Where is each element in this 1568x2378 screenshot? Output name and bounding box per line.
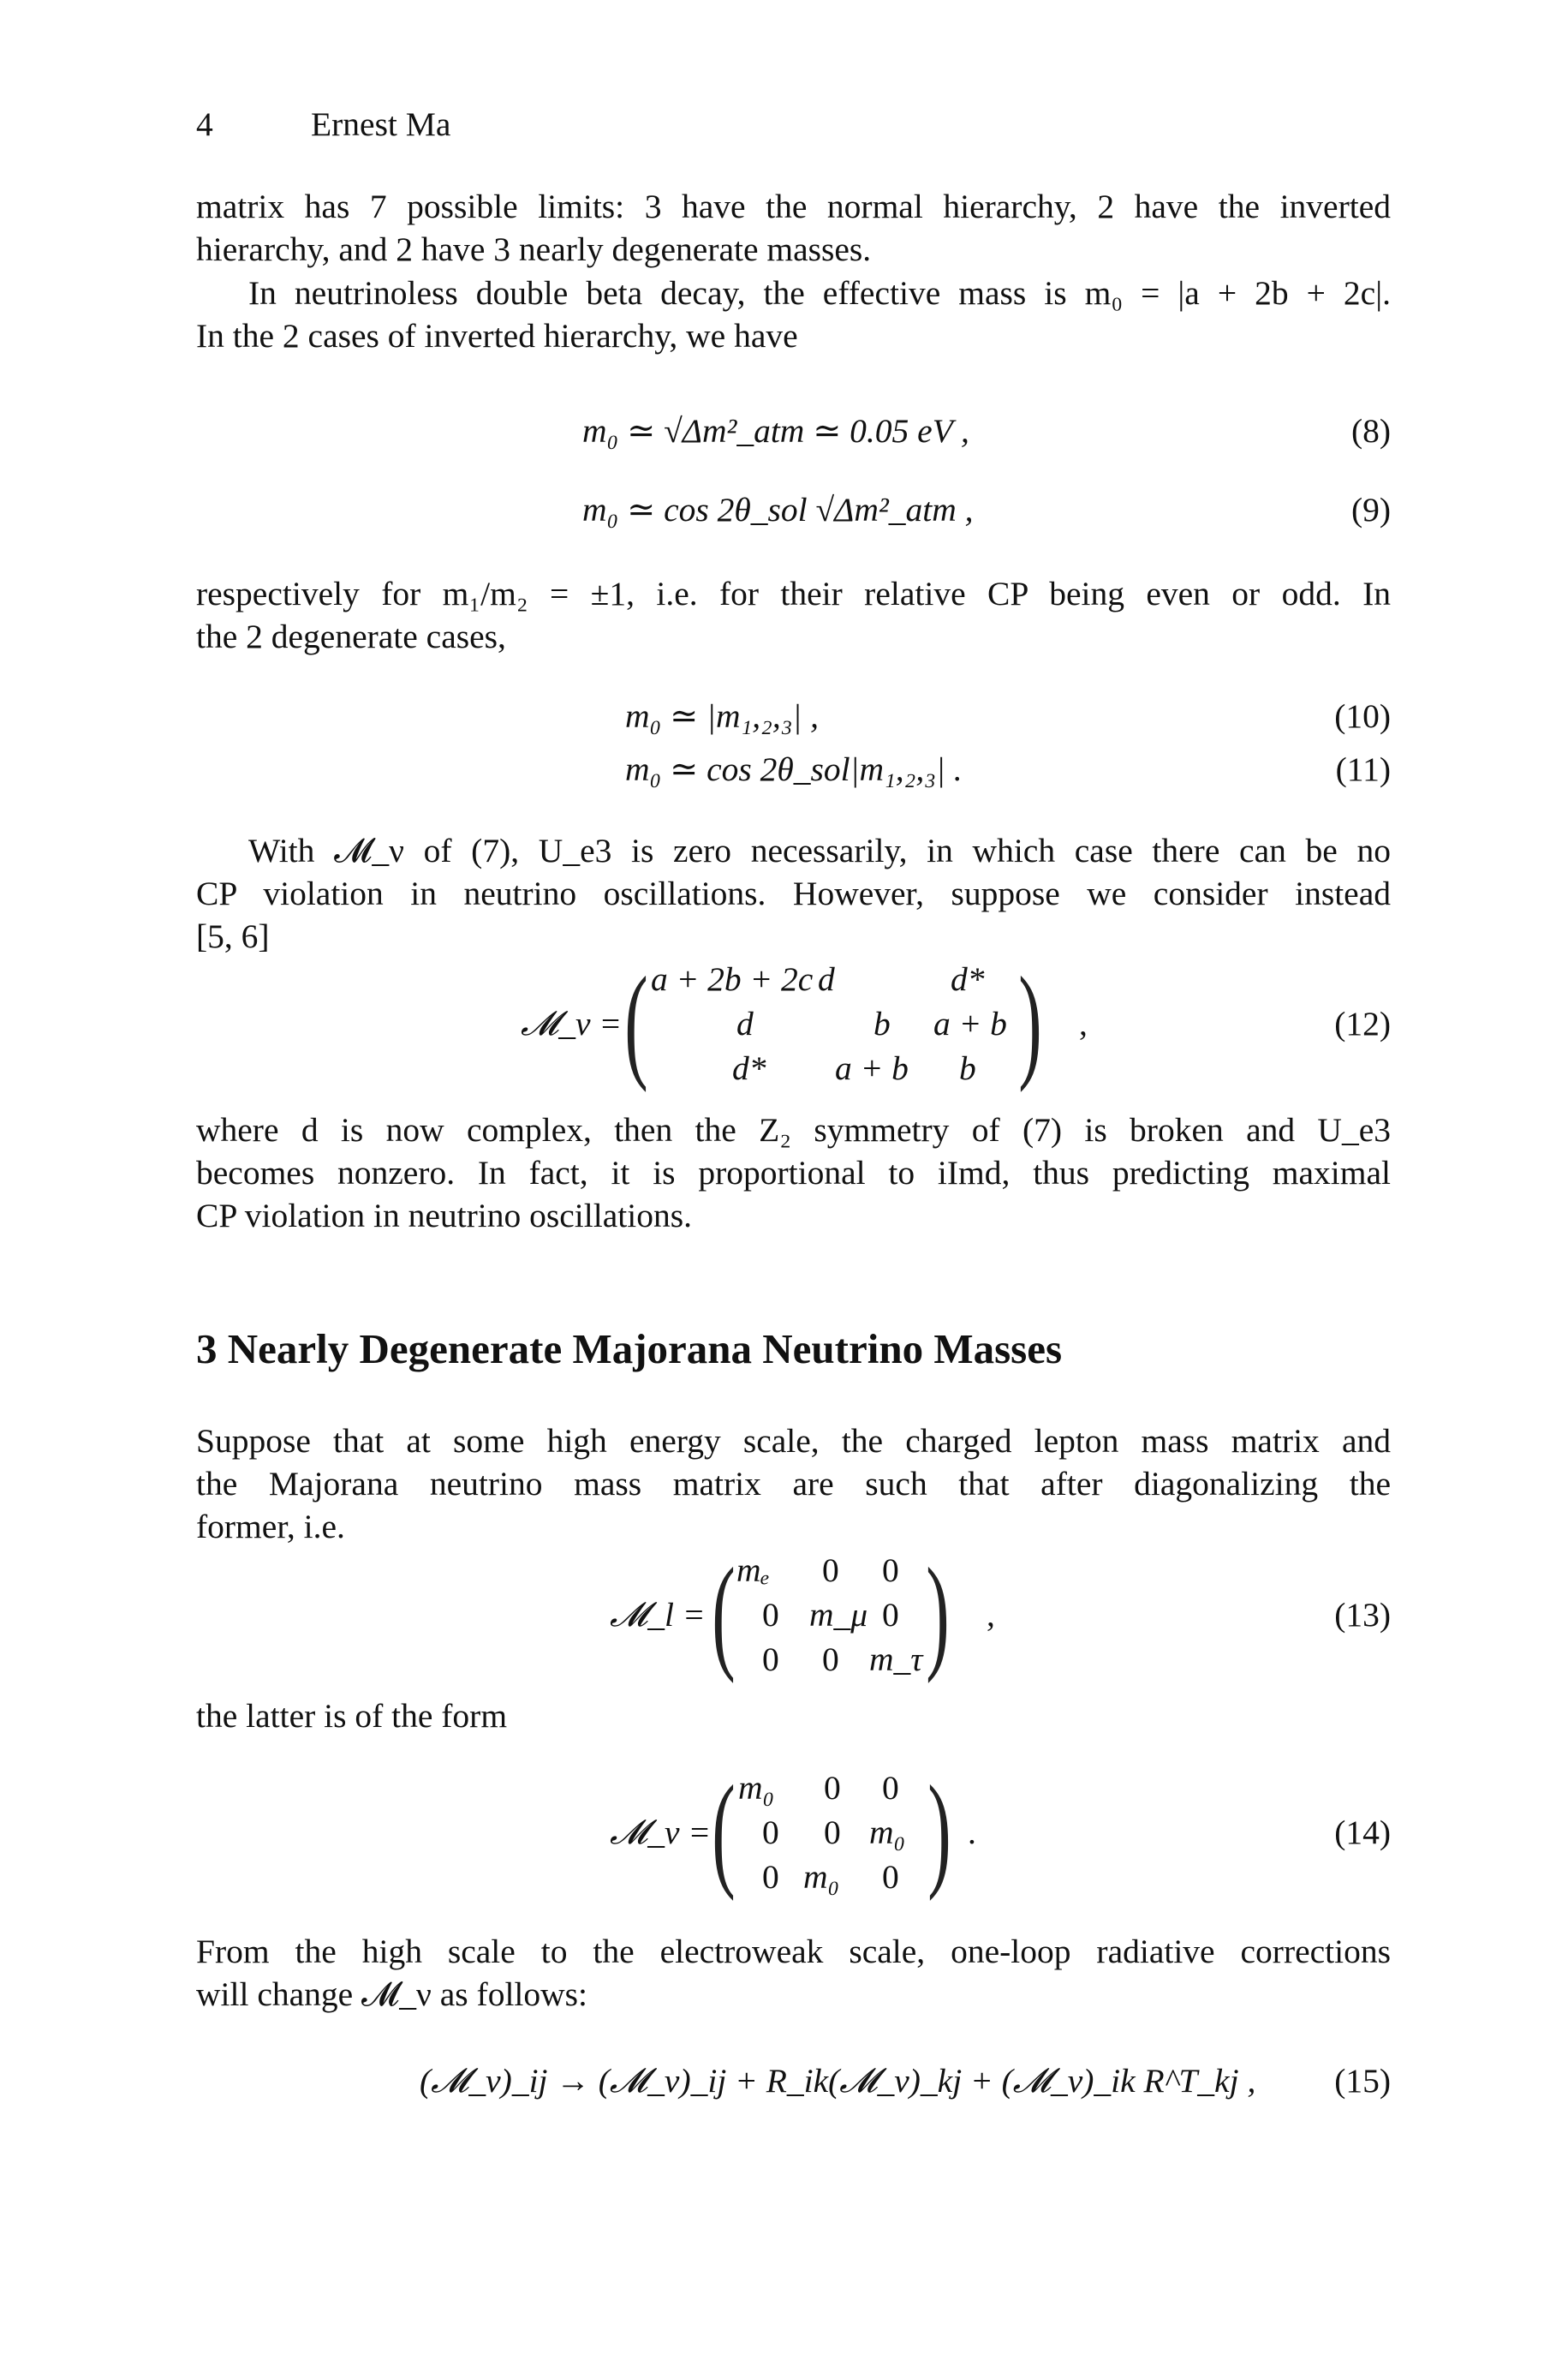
matrix-cell: d (736, 1005, 754, 1043)
matrix-cell: a + b (933, 1005, 1007, 1043)
matrix-cell: 0 (882, 1769, 899, 1807)
paragraph-line: matrix has 7 possible limits: 3 have the normal hierarchy, 2 have the inverted (196, 188, 1391, 225)
page-number: 4 (196, 105, 213, 143)
section-heading: 3 Nearly Degenerate Majorana Neutrino Masses (196, 1325, 1063, 1372)
equation-number-11: (11) (1335, 750, 1391, 788)
paragraph-line: hierarchy, and 2 have 3 nearly degenerate masses. (196, 230, 872, 268)
paragraph-line: former, i.e. (196, 1508, 345, 1545)
matrix-cell: b (873, 1005, 891, 1043)
paragraph-line: becomes nonzero. In fact, it is proportional to iImd, thus predicting maximal (196, 1154, 1391, 1192)
matrix-cell: 0 (882, 1858, 899, 1896)
left-paren: ( (712, 1542, 736, 1684)
matrix-cell: 0 (762, 1813, 779, 1851)
paragraph-line: the latter is of the form (196, 1697, 508, 1735)
paragraph-line: CP violation in neutrino oscillations. (196, 1197, 692, 1234)
matrix-cell: a + b (835, 1049, 909, 1087)
matrix-cell: d (818, 960, 835, 998)
matrix-cell: d* (951, 960, 985, 998)
paragraph-line: where d is now complex, then the Z₂ symmetry of (7) is broken and U_e3 (196, 1111, 1391, 1149)
paragraph-line: In the 2 cases of inverted hierarchy, we have (196, 317, 798, 355)
matrix-cell: 0 (824, 1813, 841, 1851)
matrix-cell: 0 (762, 1858, 779, 1896)
equation-number-15: (15) (1334, 2062, 1391, 2100)
matrix-cell: 0 (882, 1596, 899, 1634)
matrix-cell: 0 (762, 1596, 779, 1634)
paragraph-line: will change 𝓜_ν as follows: (196, 1975, 588, 2013)
matrix-cell: a + 2b + 2c (651, 960, 814, 998)
equation-number-9: (9) (1350, 491, 1391, 529)
matrix-cell: 0 (882, 1551, 899, 1589)
equation-number-8: (8) (1350, 412, 1391, 450)
matrix-cell: 0 (822, 1551, 839, 1589)
matrix-cell: b (959, 1049, 976, 1087)
matrix-cell: m_τ (869, 1640, 923, 1678)
equation-number-13: (13) (1334, 1596, 1391, 1634)
paragraph-line: the 2 degenerate cases, (196, 618, 506, 655)
left-paren: ( (624, 951, 648, 1093)
matrix-lhs: 𝓜_l = (610, 1596, 706, 1634)
equation-9: m₀ ≃ cos 2θ_sol √Δm²_atm , (582, 491, 974, 529)
matrix-cell: 0 (762, 1640, 779, 1678)
right-paren: ) (926, 1542, 950, 1684)
matrix-cell: m₀ (803, 1858, 840, 1896)
matrix-cell: m_μ (809, 1596, 868, 1634)
matrix-lhs: 𝓜_ν = (610, 1813, 712, 1851)
left-paren: ( (712, 1760, 736, 1902)
matrix-cell: m₀ (738, 1769, 775, 1807)
matrix-cell: 0 (822, 1640, 839, 1678)
paragraph-line: the Majorana neutrino mass matrix are such that after diagonalizing the (196, 1465, 1391, 1503)
right-paren: ) (927, 1760, 951, 1902)
equation-11: m₀ ≃ cos 2θ_sol|m₁,₂,₃| . (625, 750, 963, 788)
matrix-trail: . (968, 1813, 976, 1851)
matrix-trail: , (1079, 1005, 1088, 1043)
matrix-trail: , (987, 1596, 995, 1634)
paragraph-line: [5, 6] (196, 917, 270, 955)
equation-10: m₀ ≃ |m₁,₂,₃| , (625, 697, 820, 735)
equation-number-12: (12) (1334, 1005, 1391, 1043)
equation-15: (𝓜_ν)_ij → (𝓜_ν)_ij + R_ik(𝓜_ν)_kj + (𝓜_ν)_ik R^T_kj , (420, 2062, 1256, 2100)
matrix-cell: 0 (824, 1769, 841, 1807)
equation-number-14: (14) (1334, 1813, 1391, 1851)
matrix-cell: d* (732, 1049, 766, 1087)
paragraph-line: Suppose that at some high energy scale, the charged lepton mass matrix and (196, 1422, 1391, 1460)
matrix-lhs: 𝓜_ν = (521, 1005, 623, 1043)
right-paren: ) (1018, 951, 1042, 1093)
matrix-cell: m₀ (869, 1813, 906, 1851)
equation-number-10: (10) (1334, 697, 1391, 735)
paragraph-line: In neutrinoless double beta decay, the effective mass is m₀ = |a + 2b + 2c|. (248, 274, 1391, 312)
paragraph-line: With 𝓜_ν of (7), U_e3 is zero necessarily, in which case there can be no (248, 832, 1391, 869)
matrix-cell: mₑ (736, 1551, 770, 1589)
paragraph-line: respectively for m₁/m₂ = ±1, i.e. for their relative CP being even or odd. In (196, 575, 1391, 612)
running-head-author: Ernest Ma (311, 105, 451, 143)
paragraph-line: From the high scale to the electroweak scale, one-loop radiative corrections (196, 1933, 1391, 1970)
paragraph-line: CP violation in neutrino oscillations. However, suppose we consider instead (196, 875, 1391, 912)
equation-8: m₀ ≃ √Δm²_atm ≃ 0.05 eV , (582, 412, 969, 450)
